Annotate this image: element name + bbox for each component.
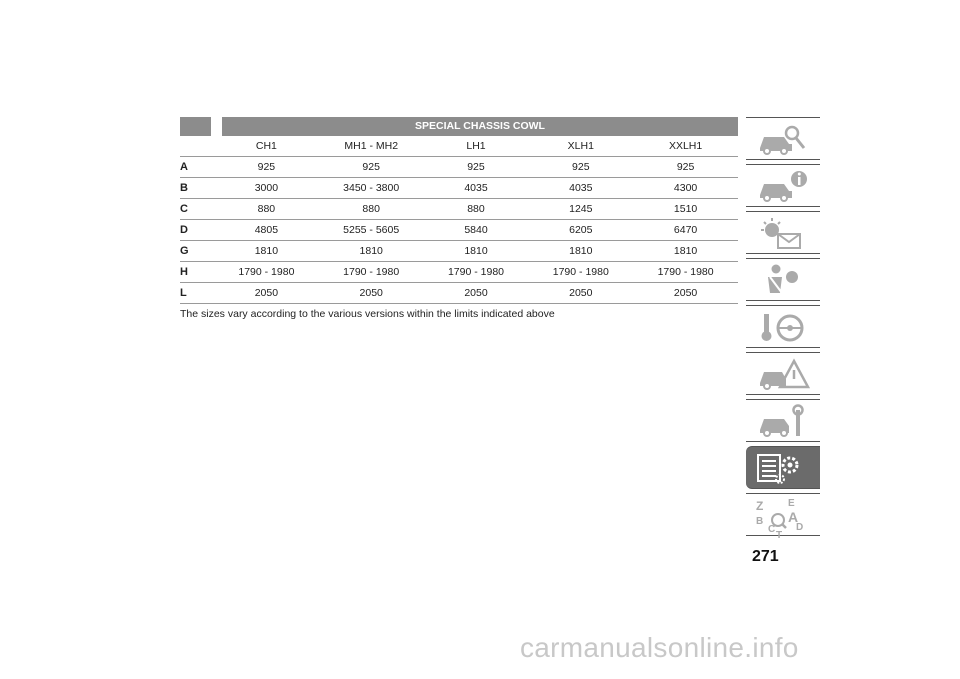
warning-light-message-icon: [756, 216, 810, 252]
car-breakdown-icon: [756, 357, 810, 393]
table-cell: 880: [424, 199, 529, 220]
table-cell: 1245: [528, 199, 633, 220]
watermark: carmanualsonline.info: [520, 632, 799, 663]
table-cell: 925: [528, 157, 633, 178]
index-letter: C: [768, 524, 776, 535]
row-label: D: [180, 220, 214, 241]
table-row: [180, 157, 738, 178]
tab-car-info[interactable]: [746, 164, 820, 207]
table-row: [180, 262, 738, 283]
dimensions-table-section: [180, 117, 738, 320]
row-label: C: [180, 199, 214, 220]
table-row: [180, 178, 738, 199]
tab-technical-data[interactable]: [746, 446, 820, 489]
row-label: A: [180, 157, 214, 178]
dimensions-table: [180, 136, 738, 304]
table-cell: 880: [319, 199, 424, 220]
table-cell: 1810: [424, 241, 529, 262]
table-cell: 1790 - 1980: [214, 262, 319, 283]
table-cell: 925: [633, 157, 738, 178]
column-header: LH1: [424, 136, 529, 157]
table-row: [180, 199, 738, 220]
page-number: 271: [752, 548, 779, 565]
table-row: [180, 220, 738, 241]
tab-servicing-care[interactable]: [746, 399, 820, 442]
table-cell: 1810: [319, 241, 424, 262]
table-note: The sizes vary according to the various versions within the limits indicated above: [180, 308, 555, 320]
car-search-icon: [756, 122, 810, 158]
row-label: L: [180, 283, 214, 304]
table-cell: 4805: [214, 220, 319, 241]
column-header-row: [180, 136, 738, 157]
table-cell: 5255 - 5605: [319, 220, 424, 241]
table-cell: 925: [424, 157, 529, 178]
table-cell: 4035: [424, 178, 529, 199]
table-cell: 880: [214, 199, 319, 220]
table-cell: 1790 - 1980: [424, 262, 529, 283]
index-letter: E: [788, 498, 795, 509]
table-cell: 5840: [424, 220, 529, 241]
key-steering-wheel-icon: [756, 310, 810, 346]
table-cell: 1810: [214, 241, 319, 262]
table-cell: 1510: [633, 199, 738, 220]
table-cell: 3000: [214, 178, 319, 199]
table-cell: 2050: [633, 283, 738, 304]
table-cell: 1810: [633, 241, 738, 262]
column-header: MH1 - MH2: [319, 136, 424, 157]
table-title: SPECIAL CHASSIS COWL: [222, 117, 738, 136]
tab-safety[interactable]: [746, 258, 820, 301]
alphabetical-index-icon: [756, 498, 810, 538]
tab-starting-driving[interactable]: [746, 305, 820, 348]
column-header: XLH1: [528, 136, 633, 157]
header-lead-block: [180, 117, 211, 136]
table-cell: 1790 - 1980: [528, 262, 633, 283]
tab-index[interactable]: [746, 493, 820, 536]
table-cell: 1790 - 1980: [319, 262, 424, 283]
column-header: XXLH1: [633, 136, 738, 157]
car-info-icon: [756, 169, 810, 205]
table-cell: 2050: [214, 283, 319, 304]
table-row: [180, 283, 738, 304]
column-header: CH1: [214, 136, 319, 157]
car-wrench-icon: [756, 404, 810, 440]
index-letter: D: [796, 522, 804, 533]
table-cell: 6205: [528, 220, 633, 241]
table-cell: 2050: [319, 283, 424, 304]
table-cell: 3450 - 3800: [319, 178, 424, 199]
table-cell: 2050: [424, 283, 529, 304]
row-label: B: [180, 178, 214, 199]
table-cell: 6470: [633, 220, 738, 241]
table-cell: 4035: [528, 178, 633, 199]
index-letter: B: [756, 516, 764, 527]
table-cell: 4300: [633, 178, 738, 199]
index-letter: A: [788, 509, 799, 525]
index-letter: Z: [756, 499, 764, 513]
table-cell: 925: [214, 157, 319, 178]
table-cell: 925: [319, 157, 424, 178]
airbag-seatbelt-icon: [756, 263, 810, 299]
table-row: [180, 241, 738, 262]
table-cell: 1790 - 1980: [633, 262, 738, 283]
index-letter: T: [776, 530, 783, 538]
tab-emergency[interactable]: [746, 352, 820, 395]
tab-warning-lights-messages[interactable]: [746, 211, 820, 254]
table-cell: 1810: [528, 241, 633, 262]
table-header: [180, 117, 738, 136]
row-label: G: [180, 241, 214, 262]
technical-data-gear-icon: [756, 451, 810, 487]
tab-car-search[interactable]: [746, 117, 820, 160]
row-label: H: [180, 262, 214, 283]
table-cell: 2050: [528, 283, 633, 304]
